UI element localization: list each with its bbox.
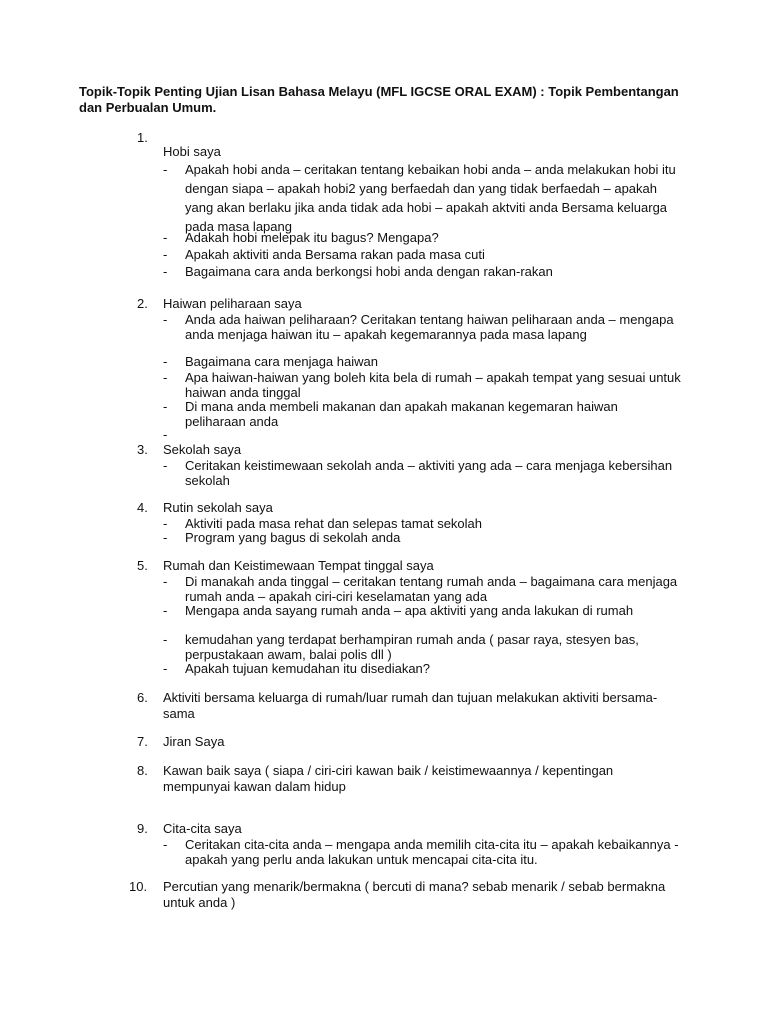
bullet-text: Adakah hobi melepak itu bagus? Mengapa?: [185, 230, 439, 245]
bullet-text: kemudahan yang terdapat berhampiran rumah anda ( pasar raya, stesyen bas, perpustakaan awam, balai polis dll ): [185, 632, 639, 662]
bullet-dash: -: [163, 632, 168, 647]
bullet-dash: -: [163, 370, 168, 385]
bullet-text: Anda ada haiwan peliharaan? Ceritakan tentang haiwan peliharaan anda – mengapa anda menjaga haiwan itu – apakah kegemarannya pada masa lapang: [185, 312, 674, 342]
item-heading: Sekolah saya: [163, 442, 242, 457]
bullet-dash: -: [163, 603, 168, 618]
bullet-dash: -: [163, 837, 168, 852]
bullet-text: Aktiviti pada masa rehat dan selepas tamat sekolah: [185, 516, 483, 531]
bullet-dash: -: [163, 247, 168, 262]
item-number: 8.: [137, 763, 148, 778]
bullet-text: Ceritakan cita-cita anda – mengapa anda memilih cita-cita itu – apakah kebaikannya -apakah yang perlu anda lakukan untuk mencapai cita-cita itu.: [185, 837, 679, 867]
item-heading: Aktiviti bersama keluarga di rumah/luar rumah dan tujuan melakukan aktiviti bersama-sama: [163, 690, 658, 721]
bullet-dash: -: [163, 574, 168, 589]
bullet-text: Program yang bagus di sekolah anda: [185, 530, 401, 545]
bullet-text: Apakah aktiviti anda Bersama rakan pada masa cuti: [185, 247, 485, 262]
item-heading: Haiwan peliharaan saya: [163, 296, 302, 311]
item-heading: Percutian yang menarik/bermakna ( bercuti di mana? sebab menarik / sebab bermakna untuk anda ): [163, 879, 666, 910]
bullet-dash: -: [163, 427, 168, 442]
bullet-text: Mengapa anda sayang rumah anda – apa aktiviti yang anda lakukan di rumah: [185, 603, 634, 618]
bullet-dash: -: [163, 516, 168, 531]
item-number: 6.: [137, 690, 148, 705]
bullet-dash: -: [163, 230, 168, 245]
bullet-dash: -: [163, 312, 168, 327]
bullet-dash: -: [163, 162, 168, 177]
bullet-text: Ceritakan keistimewaan sekolah anda – aktiviti yang ada – cara menjaga kebersihan sekolah: [185, 458, 673, 488]
item-number: 5.: [137, 558, 148, 573]
bullet-text: Apa haiwan-haiwan yang boleh kita bela di rumah – apakah tempat yang sesuai untuk haiwan anda tinggal: [185, 370, 681, 400]
document-title: Topik-Topik Penting Ujian Lisan Bahasa Melayu (MFL IGCSE ORAL EXAM) : Topik Pembentangan dan Perbualan Umum.: [79, 84, 679, 115]
bullet-dash: -: [163, 264, 168, 279]
item-number: 9.: [137, 821, 148, 836]
item-heading: Hobi saya: [163, 144, 221, 159]
bullet-dash: -: [163, 661, 168, 676]
item-heading: Rutin sekolah saya: [163, 500, 273, 515]
item-number: 2.: [137, 296, 148, 311]
item-heading: Rumah dan Keistimewaan Tempat tinggal saya: [163, 558, 434, 573]
item-heading: Cita-cita saya: [163, 821, 242, 836]
bullet-dash: -: [163, 458, 168, 473]
item-number: 7.: [137, 734, 148, 749]
bullet-dash: -: [163, 354, 168, 369]
bullet-text: Di manakah anda tinggal – ceritakan tentang rumah anda – bagaimana cara menjaga rumah anda – apakah ciri-ciri keselamatan yang ada: [185, 574, 678, 604]
item-number: 10.: [129, 879, 148, 894]
item-number: 3.: [137, 442, 148, 457]
bullet-text: Bagaimana cara anda berkongsi hobi anda dengan rakan-rakan: [185, 264, 553, 279]
bullet-text: Apakah tujuan kemudahan itu disediakan?: [185, 661, 431, 676]
bullet-text: Di mana anda membeli makanan dan apakah makanan kegemaran haiwan peliharaan anda: [185, 399, 618, 429]
item-heading: Kawan baik saya ( siapa / ciri-ciri kawan baik / keistimewaannya / kepentingan mempunyai kawan dalam hidup: [163, 763, 614, 794]
bullet-text: Bagaimana cara menjaga haiwan: [185, 354, 378, 369]
item-number: 4.: [137, 500, 148, 515]
bullet-dash: -: [163, 399, 168, 414]
bullet-text: Apakah hobi anda – ceritakan tentang kebaikan hobi anda – anda melakukan hobi itu dengan siapa – apakah hobi2 yang berfaedah dan yang tidak berfaedah – apakah yang akan berlaku jika anda tidak ada hobi – apakah aktviti anda Bersama keluarga pada masa lapang: [185, 162, 676, 234]
bullet-dash: -: [163, 530, 168, 545]
item-number: 1.: [137, 130, 148, 145]
item-heading: Jiran Saya: [163, 734, 225, 749]
